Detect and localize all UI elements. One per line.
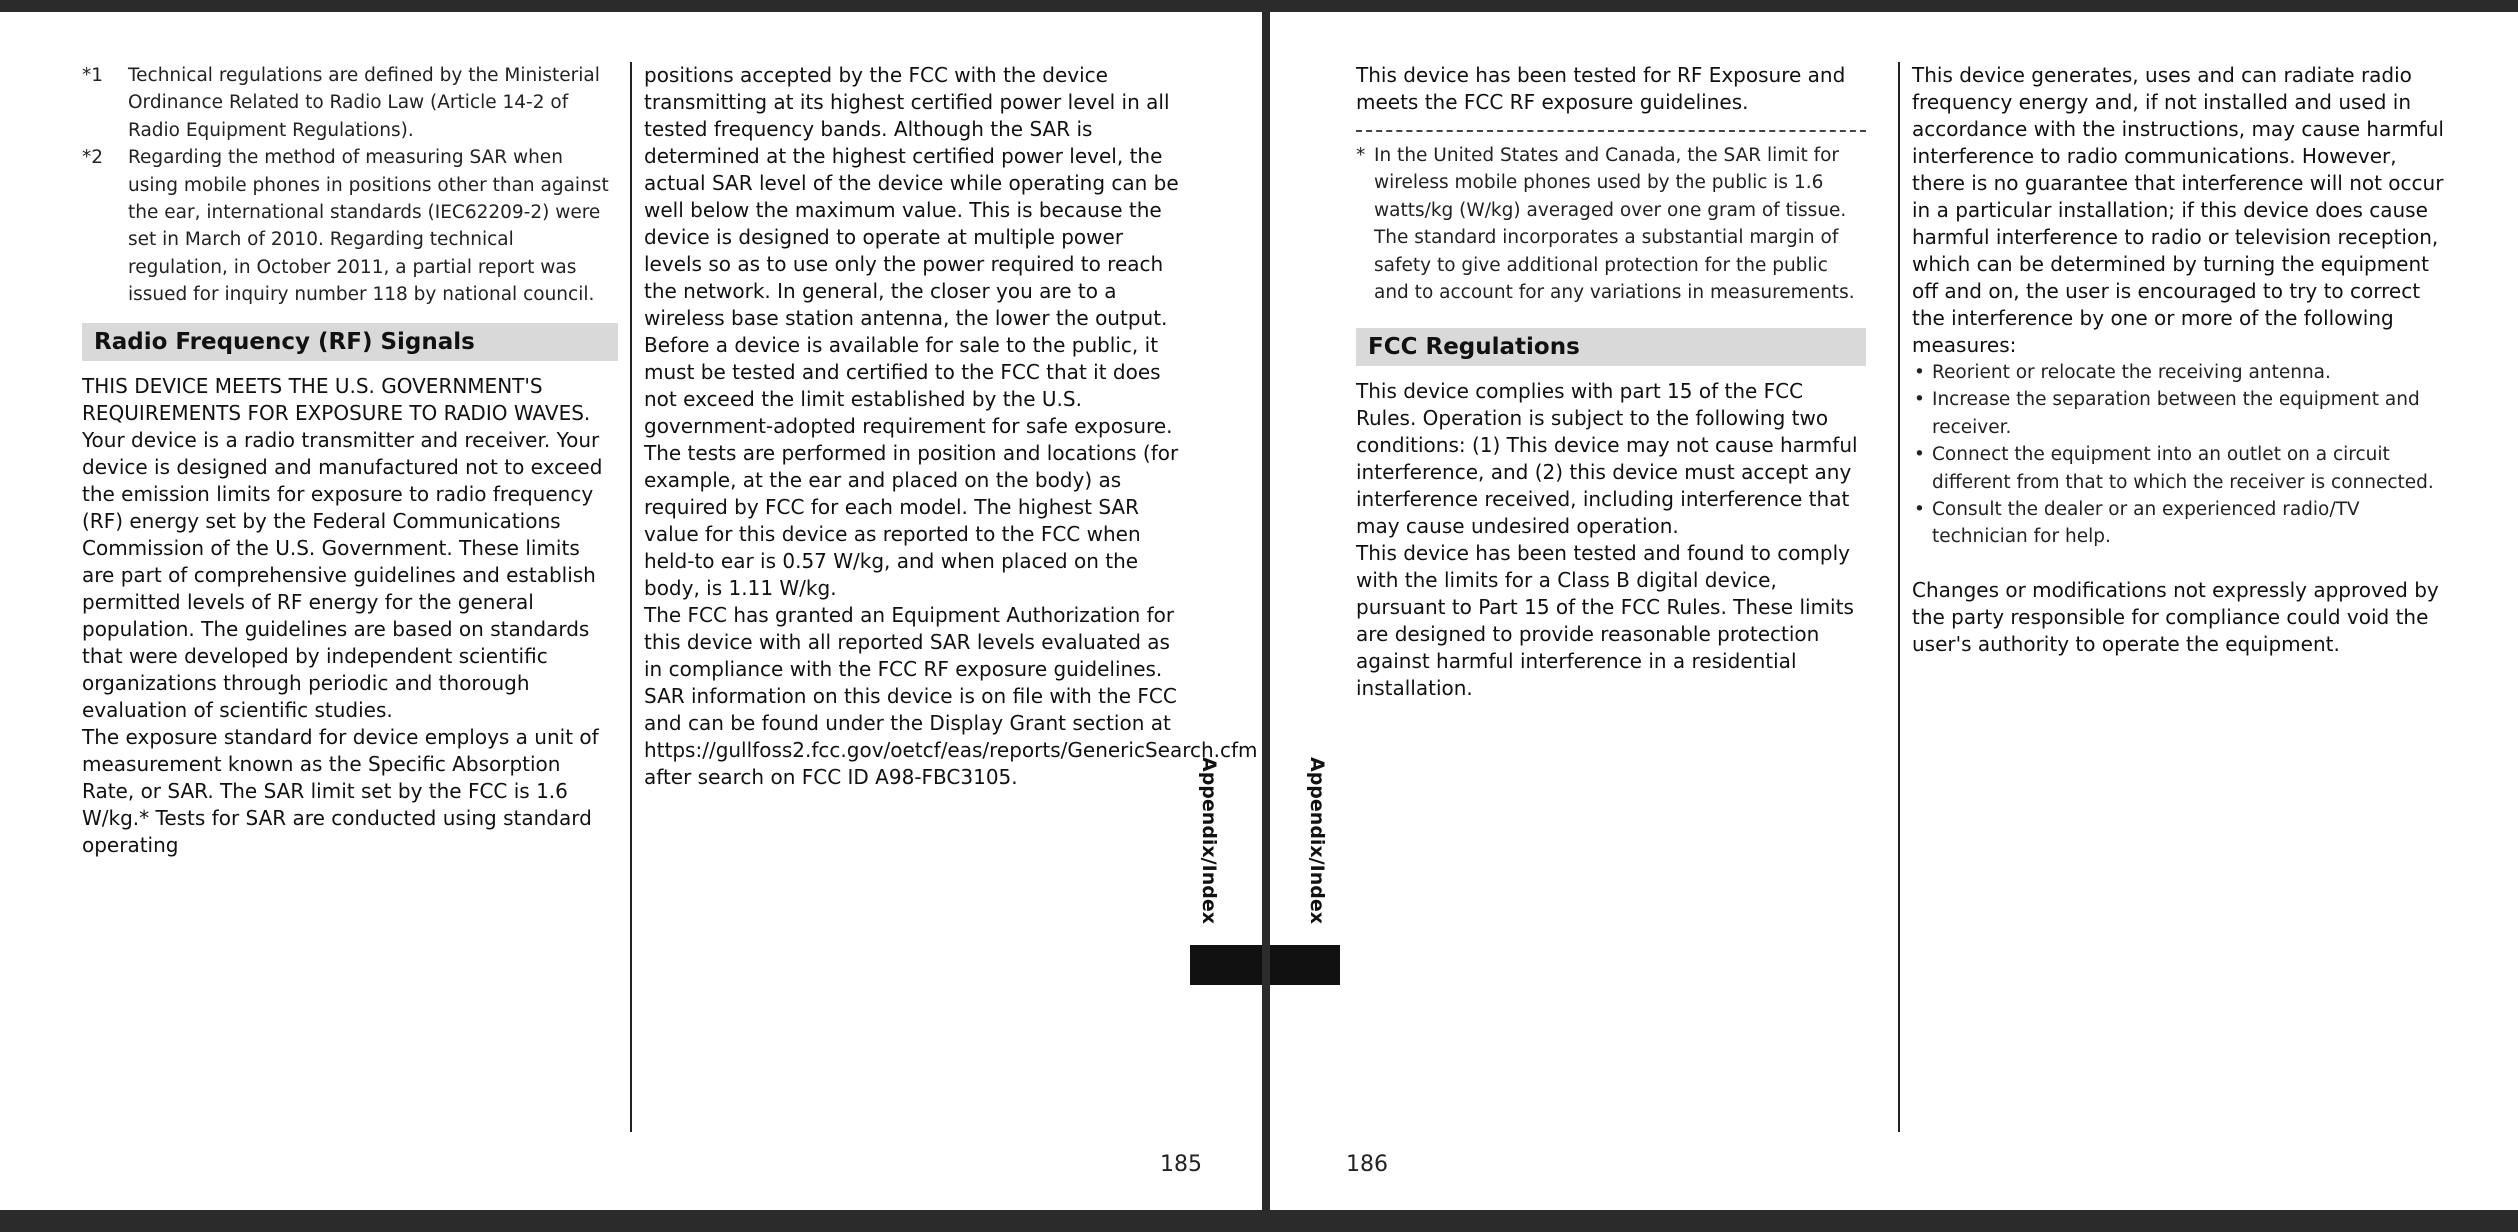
side-tab-appendix-index: Appendix/Index — [1306, 757, 1328, 924]
right-page-column-1 — [1356, 62, 1866, 702]
bullet-glyph: • — [1914, 362, 1925, 383]
thumb-index-tab — [1190, 945, 1262, 985]
caps-paragraph: THIS DEVICE MEETS THE U.S. GOVERNMENT'S REQUIREMENTS FOR EXPOSURE TO RADIO WAVES. — [82, 373, 591, 425]
list-item — [1912, 386, 2452, 441]
bullet-glyph: • — [1914, 444, 1925, 466]
asterisk-mark: * — [1356, 145, 1366, 166]
footnote-mark: *1 — [82, 65, 104, 86]
footnote-1 — [82, 62, 618, 144]
list-item-text: Reorient or relocate the receiving antenna. — [1932, 362, 2331, 383]
column-divider — [630, 62, 632, 1132]
thumb-index-tab — [1270, 945, 1340, 985]
page-185 — [0, 12, 1262, 1210]
list-item — [1912, 441, 2452, 496]
list-item-text: Connect the equipment into an outlet on a circuit different from that to which the receiver is connected. — [1932, 444, 2434, 493]
body-paragraph: This device generates, uses and can radiate radio frequency energy and, if not installed and used in accordance with the instructions, may cause harmful interference to radio communications. However, there is no guarantee that interference will not occur in a particular installation; if this device does cause harmful interference to radio or television reception, which can be determined by turning the equipment off and on, the user is encouraged to try to correct the interference by one or more of the following measures: — [1912, 63, 2444, 357]
spacer — [1912, 551, 2452, 577]
body-paragraph: Before a device is available for sale to the public, it must be tested and certified to the FCC that it does not exceed the limit established by the U.S. government-adopted requirement for safe exposure. The tests are performed in position and locations (for example, at the ear and placed on the body) as required by FCC for each model. The highest SAR value for this device as reported to the FCC when held-to ear is 0.57 W/kg, and when placed on the body, is 1.11 W/kg. — [644, 333, 1179, 600]
note-text: In the United States and Canada, the SAR limit for wireless mobile phones used by the public is 1.6 watts/kg (W/kg) averaged over one gram of tissue. The standard incorporates a substantial margin of safety to give additional protection for the public and to account for any variations in measurements. — [1374, 145, 1855, 304]
section-heading-fcc-regulations: FCC Regulations — [1356, 328, 1866, 366]
book-spine — [1262, 12, 1270, 1210]
side-tab-appendix-index: Appendix/Index — [1198, 757, 1220, 924]
body-paragraph: This device complies with part 15 of the FCC Rules. Operation is subject to the following two conditions: (1) This device may not cause harmful interference, and (2) this device must accept any interference received, including interference that may cause undesired operation. — [1356, 379, 1858, 539]
bullet-glyph: • — [1914, 499, 1925, 521]
sar-limit-note — [1356, 142, 1866, 306]
interference-measures-list — [1912, 359, 2452, 551]
body-paragraph: Changes or modifications not expressly approved by the party responsible for compliance could void the user's authority to operate the equipment. — [1912, 577, 2439, 656]
column-divider — [1898, 62, 1900, 1132]
bullet-glyph: • — [1914, 389, 1925, 411]
list-item — [1912, 359, 2452, 386]
page-number: 186 — [1346, 1152, 1388, 1177]
section-heading-rf-signals: Radio Frequency (RF) Signals — [82, 323, 618, 361]
list-item-text: Increase the separation between the equipment and receiver. — [1932, 389, 2420, 438]
footnote-text: Regarding the method of measuring SAR when using mobile phones in positions other than against the ear, international standards (IEC62209-2) were set in March of 2010. Regarding technical regulation, in October 2011, a partial report was issued for inquiry number 118 by national council. — [128, 147, 609, 306]
viewer-bottom-bar — [0, 1210, 2518, 1232]
list-item-text: Consult the dealer or an experienced radio/TV technician for help. — [1932, 499, 2360, 548]
intro-paragraph: This device has been tested for RF Exposure and meets the FCC RF exposure guidelines. — [1356, 63, 1846, 114]
body-paragraph: The exposure standard for device employs a unit of measurement known as the Specific Absorption Rate, or SAR. The SAR limit set by the FCC is 1.6 W/kg.* Tests for SAR are conducted using standard operating — [82, 724, 599, 857]
footnote-mark: *2 — [82, 147, 104, 169]
body-paragraph: This device has been tested and found to comply with the limits for a Class B digital device, pursuant to Part 15 of the FCC Rules. These limits are designed to provide reasonable protection against harmful interference in a residential installation. — [1356, 541, 1854, 701]
dashed-separator — [1356, 130, 1866, 132]
body-paragraph: positions accepted by the FCC with the device transmitting at its highest certified power level in all tested frequency bands. Although the SAR is determined at the highest certified power level, the actual SAR level of the device while operating can be well below the maximum value. This is because the device is designed to operate at multiple power levels so as to use only the power required to reach the network. In general, the closer you are to a wireless base station antenna, the lower the output. — [644, 63, 1179, 330]
left-page-column-2 — [644, 62, 1258, 791]
footnote-2 — [82, 144, 618, 308]
list-item — [1912, 496, 2452, 551]
body-paragraph: The FCC has granted an Equipment Authorization for this device with all reported SAR levels evaluated as in compliance with the FCC RF exposure guidelines. SAR information on this device is on file with the FCC and can be found under the Display Grant section at https://gullfoss2.fcc.gov/oetcf/eas/reports/GenericSearch.cfm after search on FCC ID A98-FBC3105. — [644, 603, 1258, 789]
viewer-top-bar — [0, 0, 2518, 12]
right-page-column-2 — [1912, 62, 2452, 658]
body-paragraph: Your device is a radio transmitter and receiver. Your device is designed and manufactured not to exceed the emission limits for exposure to radio frequency (RF) energy set by the Federal Communications Commission of the U.S. Government. These limits are part of comprehensive guidelines and establish permitted levels of RF energy for the general population. The guidelines are based on standards that were developed by independent scientific organizations through periodic and thorough evaluation of scientific studies. — [82, 427, 603, 722]
page-number: 185 — [1160, 1152, 1202, 1177]
footnote-text: Technical regulations are defined by the Ministerial Ordinance Related to Radio Law (Article 14-2 of Radio Equipment Regulations). — [128, 65, 600, 141]
left-page-column-1 — [82, 62, 618, 859]
page-186 — [1270, 12, 2518, 1210]
